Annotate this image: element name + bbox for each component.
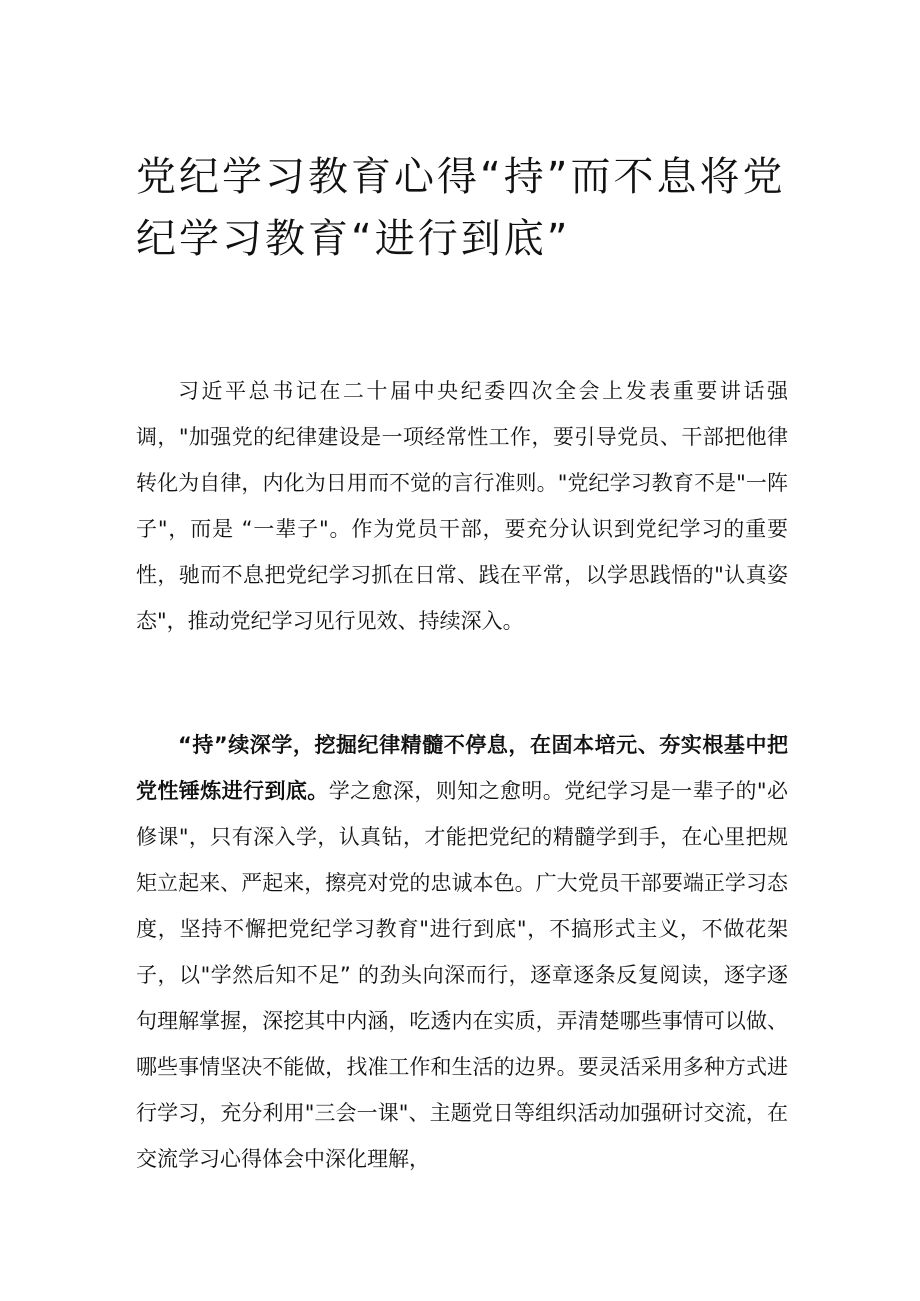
- paragraph-lead-heading: “持”续深学，挖掘纪律精髓不停息，在固本培元、夯实根基中把党性锤炼进行到底。: [136, 733, 788, 803]
- paragraph-continuous-study-text: 学之愈深，则知之愈明。党纪学习是一辈子的"必修课"，只有深入学，认真钻，才能把党纪的精髓学到手，在心里把规矩立起来、严起来，擦亮对党的忠诚本色。广大党员干部要端正学习态度，坚持不懈把党纪学习教育"进行到底"，不搞形式主义，不做花架子，以"学然后知不足” 的劲头向深而行，逐章逐条反复阅读，逐字逐句理解掌握，深挖其中内涵，吃透内在实质，弄清楚哪些事情可以做、哪些事情坚决不能做，找准工作和生活的边界。要灵活采用多种方式进行学习，充分利用"三会一课"、主题党日等组织活动加强研讨交流，在交流学习心得体会中深化理解，: [136, 779, 788, 1171]
- paragraph-intro: [136, 368, 788, 644]
- document-title: 党纪学习教育心得“持”而不息将党纪学习教育“进行到底”: [136, 154, 786, 262]
- paragraph-intro-text: 习近平总书记在二十届中央纪委四次全会上发表重要讲话强调，"加强党的纪律建设是一项经常性工作，要引导党员、干部把他律转化为自律，内化为日用而不觉的言行准则。"党纪学习教育不是"一阵子"，而是 “一辈子"。作为党员干部，要充分认识到党纪学习的重要性，驰而不息把党纪学习抓在日常、践在平常，以学思践悟的"认真姿态"，推动党纪学习见行见效、持续深入。: [136, 379, 788, 633]
- paragraph-continuous-study: [136, 722, 788, 1182]
